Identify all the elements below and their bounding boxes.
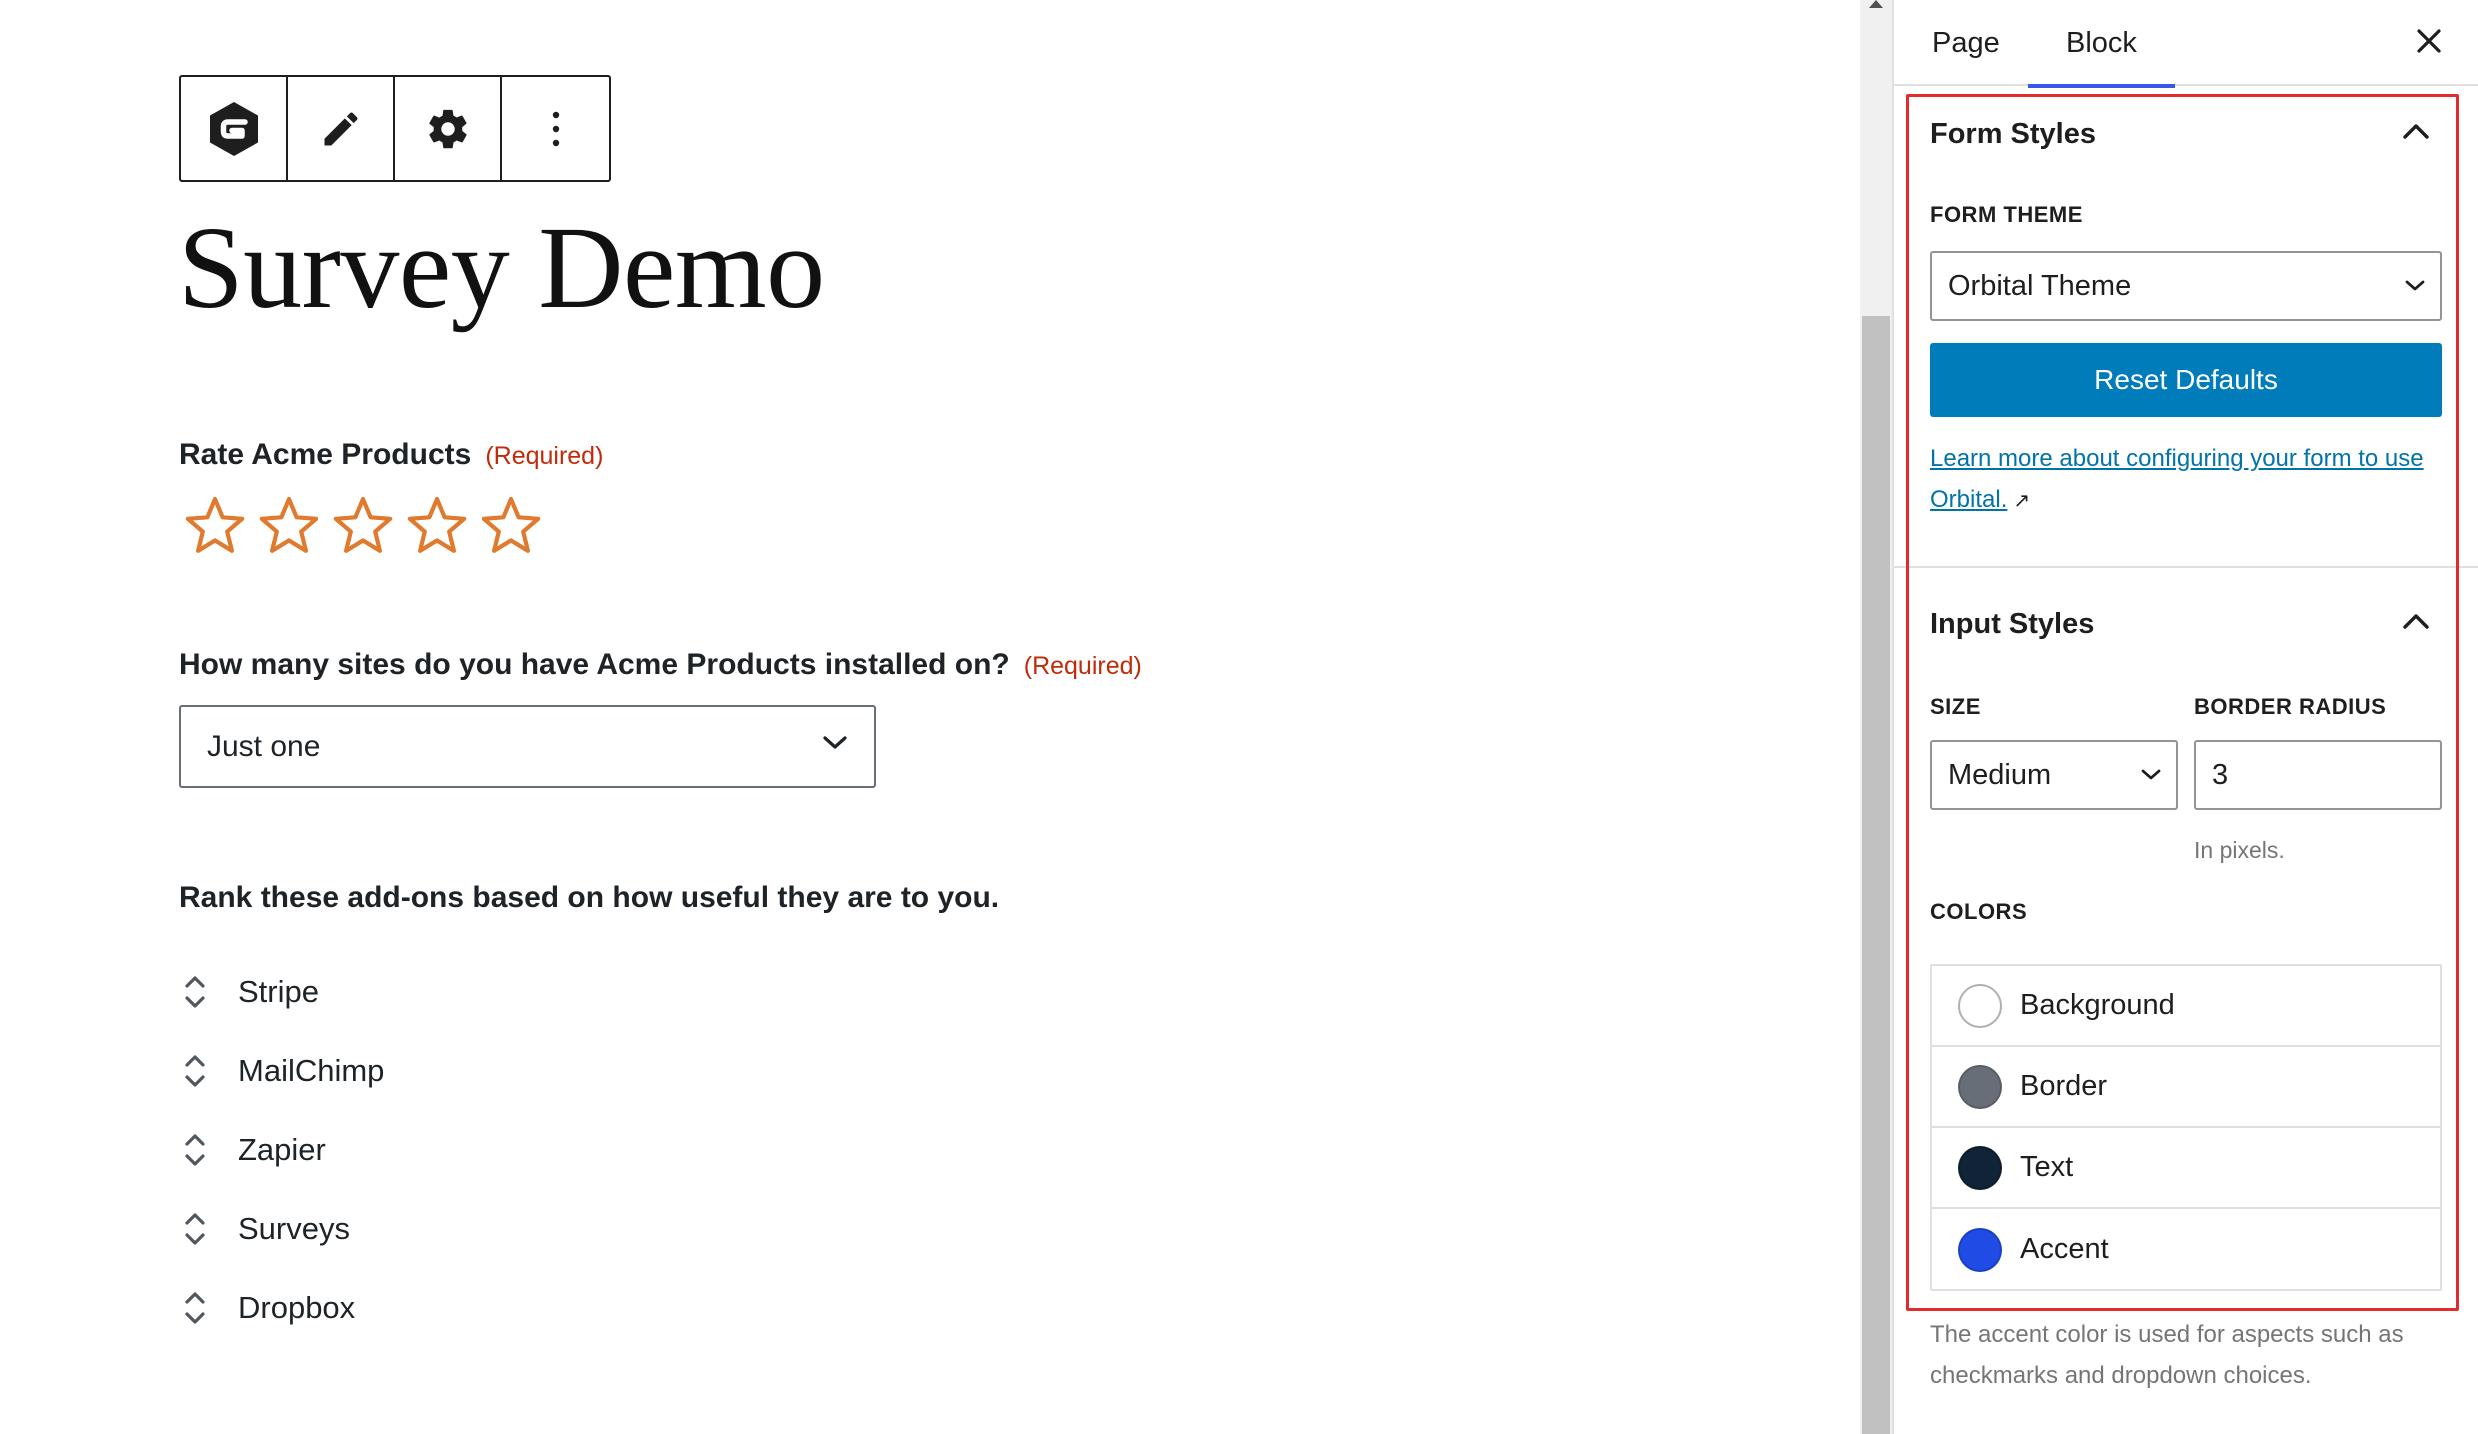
sort-handle-icon[interactable]	[180, 1288, 210, 1328]
rating-field-label	[179, 438, 603, 472]
rank-field-label: Rank these add-ons based on how useful they are to you.	[179, 881, 1000, 914]
border-radius-label: BORDER RADIUS	[2194, 694, 2387, 719]
close-icon	[2416, 28, 2442, 54]
form-styles-title[interactable]: Form Styles	[1930, 118, 2096, 150]
star-icon	[480, 495, 542, 557]
rank-item[interactable]	[180, 1110, 384, 1189]
rank-item-label: Zapier	[238, 1131, 326, 1167]
color-item-background[interactable]	[1932, 966, 2440, 1047]
size-select[interactable]	[1930, 740, 2178, 810]
rank-item-label: Stripe	[238, 973, 319, 1009]
chevron-down-icon	[2404, 279, 2426, 293]
border-radius-input[interactable]	[2194, 740, 2442, 810]
color-label: Accent	[2020, 1233, 2109, 1265]
more-options-button[interactable]	[502, 77, 609, 180]
sidebar-tabs	[1894, 0, 2478, 86]
color-label: Border	[2020, 1070, 2108, 1102]
star-3[interactable]	[332, 495, 394, 557]
rating-label-text: Rate Acme Products	[179, 438, 472, 471]
pencil-icon	[319, 107, 363, 151]
accent-color-note: The accent color is used for aspects such as checkmarks and dropdown choices.	[1930, 1321, 2404, 1389]
settings-sidebar	[1892, 0, 2478, 1434]
block-type-button[interactable]	[181, 77, 288, 180]
rank-item[interactable]	[180, 1031, 384, 1110]
required-indicator: (Required)	[485, 442, 604, 470]
input-styles-title[interactable]: Input Styles	[1930, 608, 2095, 640]
help-link-text: Learn more about configuring your form to use Orbital.	[1930, 445, 2424, 513]
rank-item-label: Dropbox	[238, 1289, 356, 1325]
star-4[interactable]	[406, 495, 468, 557]
color-item-text[interactable]	[1932, 1128, 2440, 1209]
external-link-icon: ↗	[2013, 490, 2031, 512]
sort-handle-icon[interactable]	[180, 1209, 210, 1249]
scrollbar-thumb[interactable]	[1862, 316, 1890, 1434]
rank-item[interactable]	[180, 952, 384, 1031]
panel-divider	[1894, 566, 2478, 568]
orbital-help-link[interactable]	[1930, 438, 2450, 522]
size-label: SIZE	[1930, 694, 1981, 719]
color-swatch	[1958, 1228, 2002, 1272]
page-title[interactable]: Survey Demo	[178, 202, 825, 333]
sites-select[interactable]	[179, 705, 876, 788]
chevron-up-icon[interactable]	[2402, 122, 2430, 140]
star-rating	[184, 495, 542, 557]
colors-label: COLORS	[1930, 899, 2028, 924]
sites-select-value: Just one	[207, 729, 321, 763]
form-theme-select[interactable]	[1930, 251, 2442, 321]
settings-button[interactable]	[395, 77, 502, 180]
sort-handle-icon[interactable]	[180, 1130, 210, 1170]
color-item-accent[interactable]	[1932, 1209, 2440, 1290]
sites-label-text: How many sites do you have Acme Products installed on?	[179, 648, 1010, 681]
star-icon	[258, 495, 320, 557]
vertical-ellipsis-icon	[551, 109, 561, 149]
chevron-down-icon	[822, 735, 848, 751]
block-toolbar	[179, 75, 611, 182]
sort-handle-icon[interactable]	[180, 1051, 210, 1091]
edit-button[interactable]	[288, 77, 395, 180]
rank-item-label: Surveys	[238, 1210, 350, 1246]
required-indicator: (Required)	[1023, 652, 1142, 680]
rank-item-label: MailChimp	[238, 1052, 385, 1088]
star-icon	[332, 495, 394, 557]
color-label: Background	[2020, 989, 2175, 1021]
star-icon	[406, 495, 468, 557]
chevron-down-icon	[2140, 768, 2162, 782]
sites-field-label	[179, 648, 1142, 682]
chevron-up-icon[interactable]	[2402, 612, 2430, 630]
star-icon	[184, 495, 246, 557]
rank-list	[180, 952, 384, 1347]
scroll-up-arrow[interactable]	[1869, 0, 1883, 8]
size-value: Medium	[1948, 758, 2052, 791]
gear-icon	[425, 106, 471, 152]
rank-item[interactable]	[180, 1268, 384, 1347]
star-1[interactable]	[184, 495, 246, 557]
star-5[interactable]	[480, 495, 542, 557]
color-swatch	[1958, 1065, 2002, 1109]
star-2[interactable]	[258, 495, 320, 557]
rank-item[interactable]	[180, 1189, 384, 1268]
color-swatch	[1958, 1146, 2002, 1190]
form-theme-value: Orbital Theme	[1948, 269, 2132, 302]
border-radius-hint: In pixels.	[2194, 837, 2285, 863]
gravity-forms-icon	[207, 100, 261, 158]
editor-scrollbar[interactable]	[1860, 0, 1892, 1434]
color-swatch	[1958, 984, 2002, 1028]
tab-page[interactable]: Page	[1932, 26, 2000, 59]
form-theme-label: FORM THEME	[1930, 202, 2083, 227]
color-label: Text	[2020, 1151, 2074, 1183]
sort-handle-icon[interactable]	[180, 972, 210, 1012]
tab-block[interactable]: Block	[2028, 0, 2175, 86]
colors-list	[1930, 964, 2442, 1291]
reset-defaults-button[interactable]: Reset Defaults	[1930, 343, 2442, 417]
color-item-border[interactable]	[1932, 1047, 2440, 1128]
close-sidebar-button[interactable]	[2404, 16, 2454, 66]
